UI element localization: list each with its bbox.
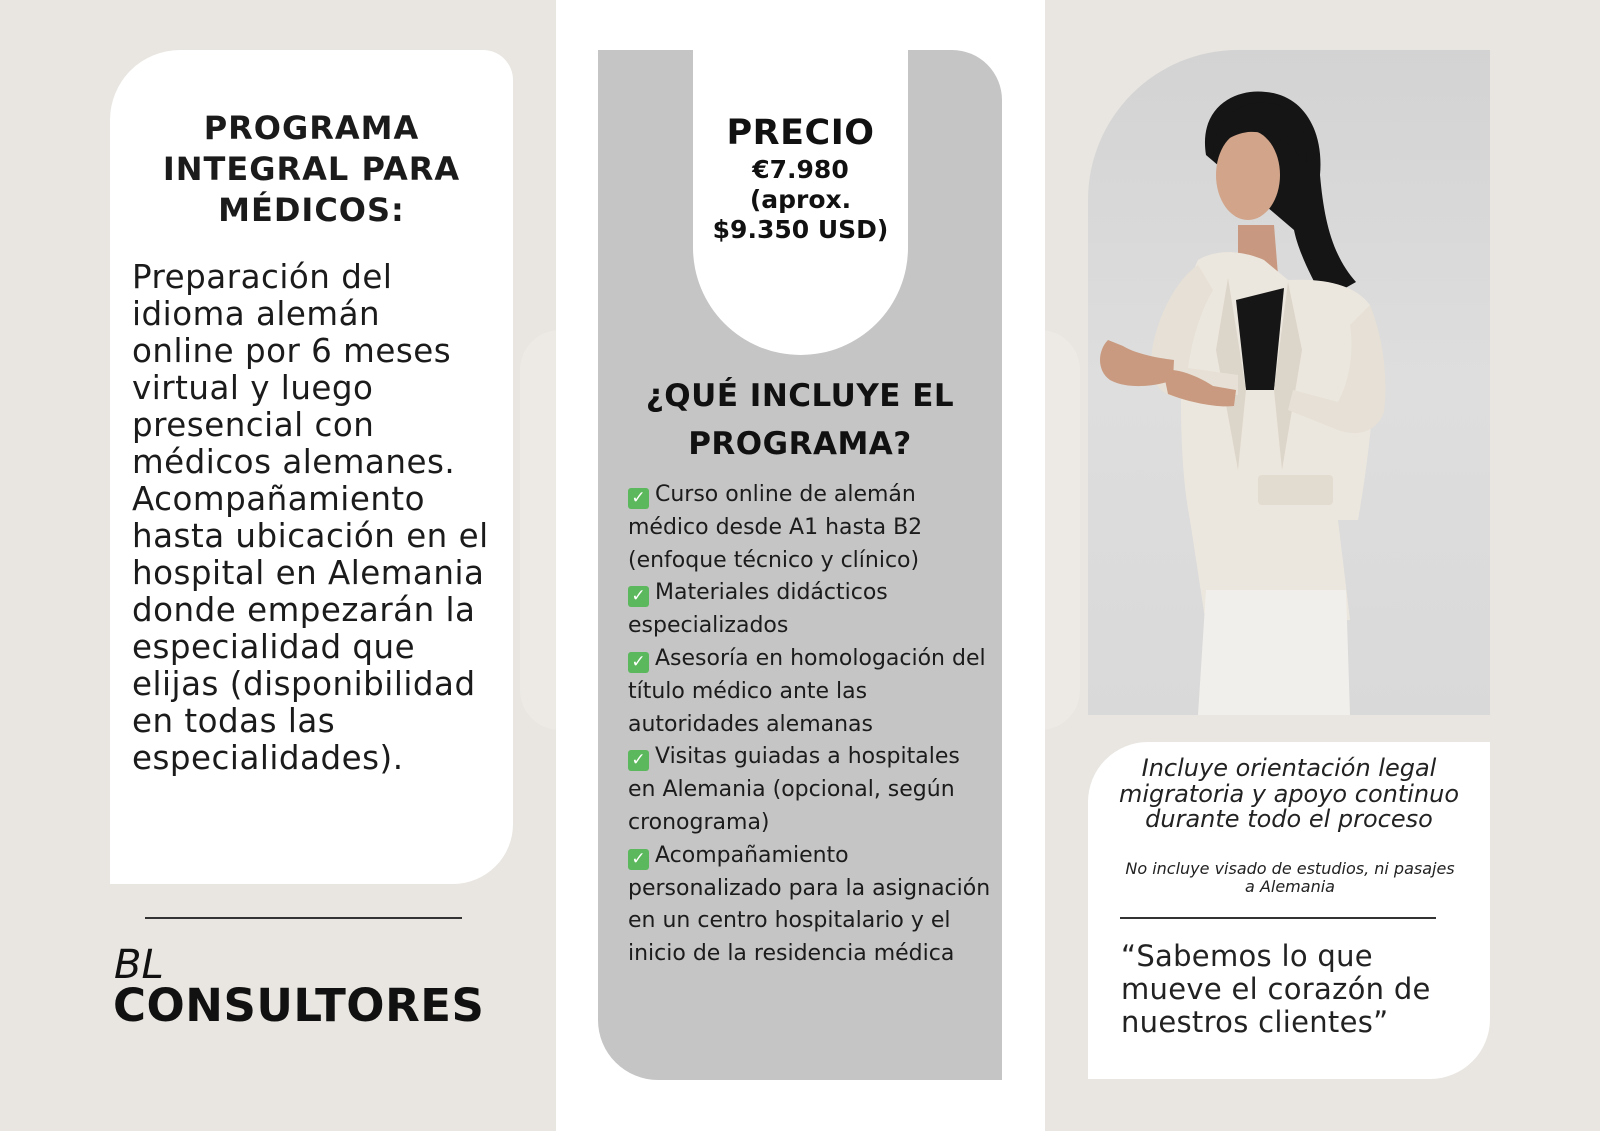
consultant-photo [1088, 50, 1490, 715]
brand-name: CONSULTORES [113, 979, 485, 1032]
price-eur: €7.980 [752, 155, 849, 184]
check-icon: ✓ [628, 849, 649, 870]
includes-title-line1: ¿QUÉ INCLUYE EL [645, 378, 955, 414]
list-item [628, 643, 993, 741]
divider [145, 917, 462, 919]
list-item-text: Acompañamiento personalizado para la asignación en un centro hospitalario y el inicio de la residencia médica [628, 842, 991, 967]
list-item [628, 840, 993, 971]
list-item [628, 741, 993, 839]
check-icon: ✓ [628, 652, 649, 673]
program-description: Preparación del idioma alemán online por 6 meses virtual y luego presencial con médicos alemanes. Acompañamiento hasta ubicación en el hospital en Alemania donde empezarán la especialidad que elijas (disponibilidad en todas las especialidades). [132, 258, 489, 777]
check-icon: ✓ [628, 750, 649, 771]
includes-title-line2: PROGRAMA? [688, 426, 912, 462]
program-title: PROGRAMA INTEGRAL PARA MÉDICOS: [162, 109, 461, 229]
exclusion-note: No incluye visado de estudios, ni pasajes a Alemania [1125, 859, 1455, 896]
check-icon: ✓ [628, 586, 649, 607]
woman-figure-illustration [1088, 50, 1490, 715]
list-item [628, 577, 993, 643]
orientation-text: Incluye orientación legal migratoria y apoyo continuo durante todo el proceso [1118, 754, 1460, 833]
list-item-text: Asesoría en homologación del título médico ante las autoridades alemanas [628, 645, 986, 737]
price-usd: $9.350 USD) [712, 215, 889, 244]
list-item-text: Materiales didácticos especializados [628, 580, 888, 639]
list-item-text: Visitas guiadas a hospitales en Alemania (opcional, según cronograma) [628, 744, 960, 835]
check-icon: ✓ [628, 488, 649, 509]
includes-title [598, 372, 1002, 468]
price-title: PRECIO [726, 113, 875, 153]
list-item-text: Curso online de alemán médico desde A1 hasta B2 (enfoque técnico y clínico) [628, 482, 923, 573]
includes-list [628, 479, 993, 971]
program-card [110, 50, 513, 884]
brand-prefix: BL [114, 942, 164, 988]
price-approx: (aprox. [749, 185, 852, 214]
divider [1120, 917, 1436, 919]
list-item [628, 479, 993, 577]
price-tab [693, 50, 908, 355]
slogan-quote: “Sabemos lo que mueve el corazón de nuestros clientes” [1121, 939, 1431, 1039]
